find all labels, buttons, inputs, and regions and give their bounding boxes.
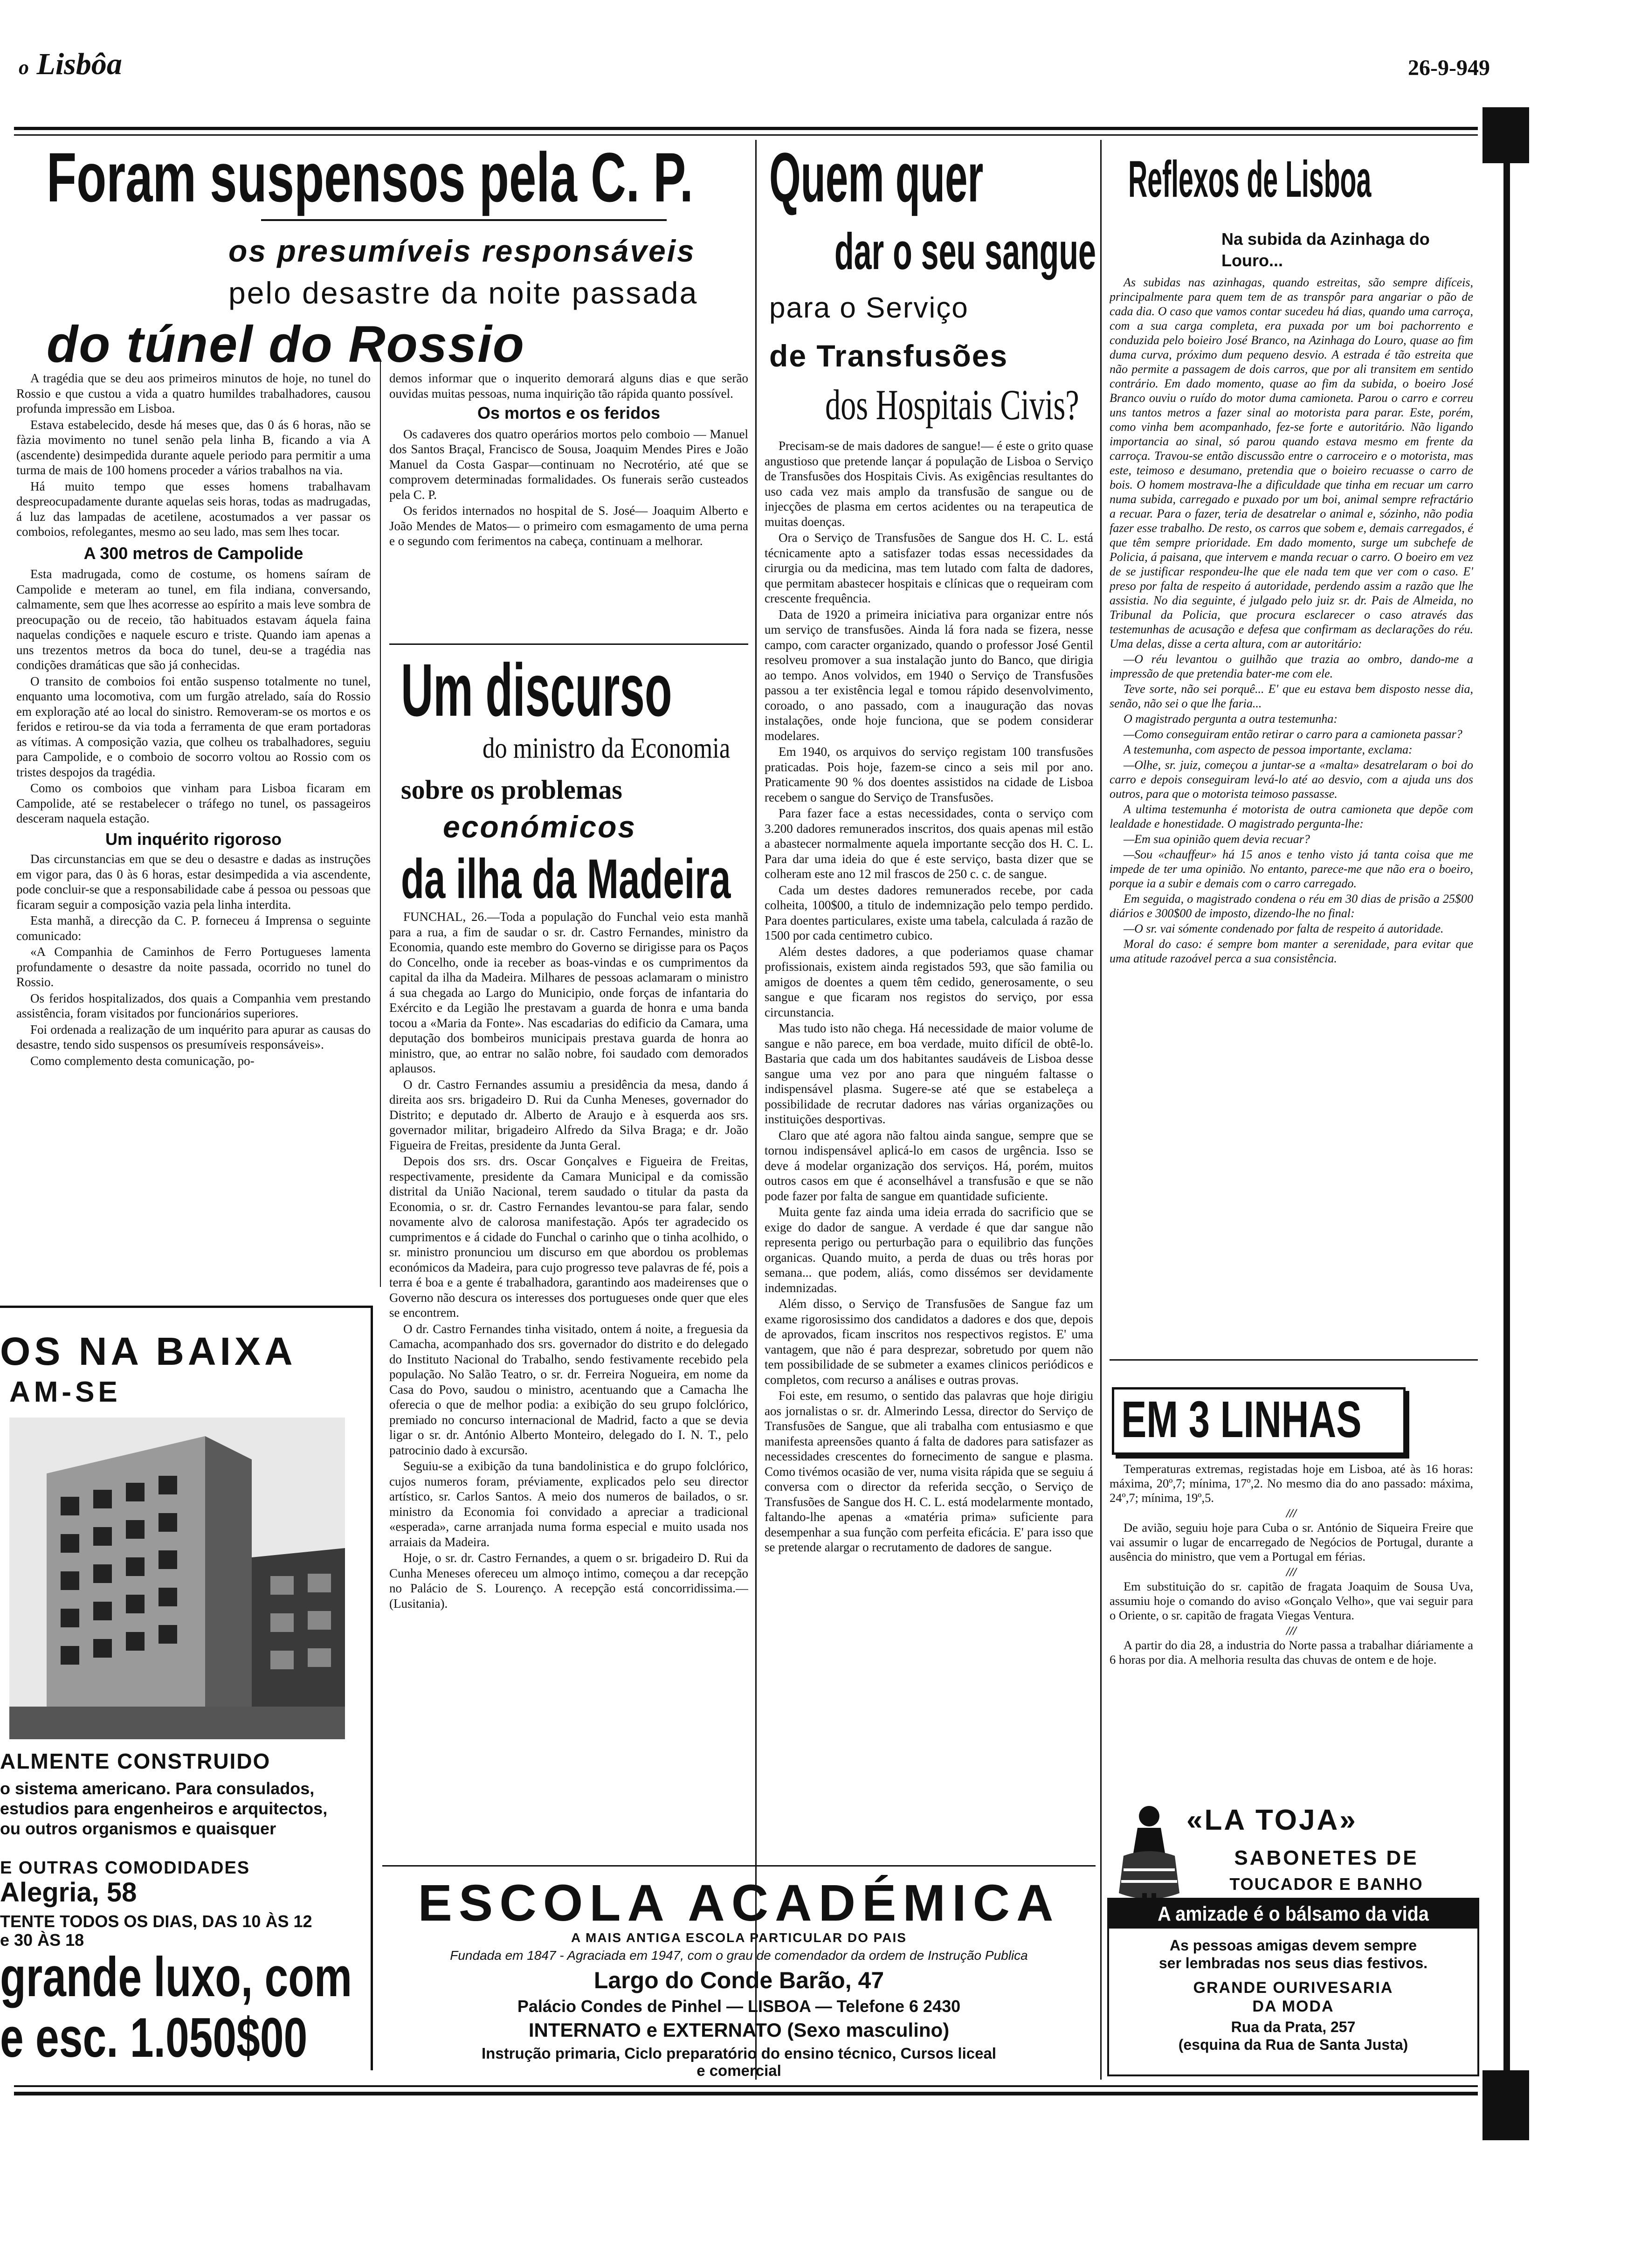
baixa-line-3: ALMENTE CONSTRUIDO (0, 1749, 271, 1773)
blood-headline-5: dos Hospitais Civis? (825, 381, 1079, 429)
baixa-line-10: e 30 ÀS 18 (0, 1930, 84, 1950)
paragraph: —O réu levantou o guilhão que trazia ao ombro, dando-me a impressão de que pretendia bater-me com ele. (1110, 652, 1473, 680)
escola-line-2: Fundada em 1847 - Agraciada em 1947, com o grau de comendador da ordem de Instrução Publica (450, 1948, 1028, 1963)
baixa-line-1: OS NA BAIXA (0, 1329, 296, 1373)
header-rule-bottom (14, 134, 1478, 136)
escola-top-rule (382, 1865, 1096, 1867)
tres-linhas-heading: EM 3 LINHAS (1121, 1391, 1362, 1448)
escola-ad (382, 1865, 1096, 2080)
item-separator: /// (1286, 1565, 1297, 1579)
paragraph: Esta manhã, a direcção da C. P. forneceu á Imprensa o seguinte comunicado: (16, 913, 371, 943)
escola-line-1: A MAIS ANTIGA ESCOLA PARTICULAR DO PAIS (571, 1930, 907, 1945)
madeira-headline-1: Um discurso (401, 648, 672, 732)
paragraph: —Como conseguiram então retirar o carro para a camioneta passar? (1124, 727, 1462, 741)
item-separator: /// (1286, 1624, 1297, 1638)
tunnel-headline-4: do túnel do Rossio (47, 316, 525, 373)
paragraph: Cada um destes dadores remunerados recebe, por cada colheita, 100$00, a titulo de indemnização pelo tempo perdido. Para doentes particulares, existe uma tabela, calculada á razão de 1500 por cada centimetro cubico. (765, 883, 1093, 942)
footer-rule-bottom (14, 2092, 1478, 2095)
paragraph: Para fazer face a estas necessidades, conta o serviço com 3.200 dadores remunerados inscritos, dos quais apenas mil estão a abastecer normalmente aquela importante secção dos H. C. L. Para dar uma ideia do que é este serviço, basta dizer que se colheram este ano 12 mil frascos de 250 c. c. de sangue. (765, 806, 1093, 881)
baixa-ad-right-border (371, 1306, 373, 2070)
paragraph: Teve sorte, não sei porquê... E' que eu estava bem disposto nesse dia, senão, não sei o que lhe faria... (1110, 682, 1473, 710)
madeira-headline-3: sobre os problemas (401, 774, 622, 805)
paragraph: O dr. Castro Fernandes tinha visitado, ontem á noite, a freguesia da Camacha, acompanhado dos srs. governador do distrito e do delegado do Instituto Nacional do Trabalho, sendo festivamente recebido pela população. No Salão Teatro, o sr. dr. Ferreira Nogueira, em nome da Casa do Povo, saudou o ministro, acentuando que a Camacha lhe oferecia o que de melhor podia: a exibição do seu grupo folclórico, premiado no concurso internacional de Madrid, facto a que se devia ligar o sr. dr. António Alberto Monteiro, delegado do I. N. T., pelo patrocinio dado à excursão. (389, 1321, 748, 1457)
header-rule-top (14, 127, 1478, 130)
paragraph: Os feridos internados no hospital de S. José— Joaquim Alberto e João Mendes de Matos— o primeiro com esmagamento de uma perna e o segundo com ferimentos na cabeça, continuam a melhorar. (389, 504, 748, 548)
news-item: A partir do dia 28, a industria do Norte passa a trabalhar diáriamente a 6 horas por dia. A melhoria resulta das chuvas de ontem e de hoje. (1110, 1638, 1473, 1666)
item-separator: /// (1286, 1506, 1297, 1520)
paragraph: Como os comboios que vinham para Lisboa ficaram em Campolide, até se restabelecer o tráfego no tunel, os passageiros desceram naquela estação. (16, 781, 371, 825)
paragraph: A testemunha, com aspecto de pessoa importante, exclama: (1124, 743, 1413, 756)
tunnel-subhead-campolide: A 300 metros de Campolide (83, 543, 303, 563)
masthead (19, 47, 122, 82)
paragraph: Como complemento desta comunicação, po- (30, 1053, 255, 1068)
paragraph: «A Companhia de Caminhos de Ferro Portugueses lamenta profundamente o desastre da noite passada, ocorrido no tunel do Rossio. (16, 945, 371, 989)
paragraph: Claro que até agora não faltou ainda sangue, sempre que se tornou indispensável aplicá-lo em casos de urgência. Isso se deve á modelar organização dos serviços. Há, porém, muitos outros casos em que é aconselhável a transfusão e que se não pode fazer por falta de sangue em quantidade suficiente. (765, 1128, 1093, 1203)
ourivesaria-line-6: (esquina da Rua de Santa Justa) (1178, 2036, 1408, 2053)
ourivesaria-line-1: As pessoas amigas devem sempre (1169, 1937, 1417, 1954)
madeira-headline-2: do ministro da Economia (483, 733, 731, 764)
la-toja-line-2: TOUCADOR E BANHO (1229, 1874, 1423, 1894)
baixa-line-7: E OUTRAS COMODIDADES (0, 1858, 250, 1878)
dancer-illustration (1114, 1800, 1184, 1907)
escola-line-6: Instrução primaria, Ciclo preparatório do ensino técnico, Cursos liceal (482, 2045, 996, 2062)
blood-headline-2: dar o seu sangue (834, 223, 1096, 280)
paragraph: Há muito tempo que esses homens trabalhavam despreocupadamente durante aquelas seis horas, todas as madrugadas, á luz das lampadas de acetilene, acostumados a ver passar os comboios, refolegantes, mesmo ao seu lado, mas sem lhes tocar. (16, 479, 371, 539)
paragraph: Das circunstancias em que se deu o desastre e dadas as instruções em vigor para, das 0 às 6 horas, estar desimpedida a via ascendente, pode concluir-se que a responsabilidade cabe á pessoa ou pessoas que ficaram seguir a composição vazia pela linha interdita. (16, 852, 371, 912)
paragraph: Além destes dadores, a que poderiamos quase chamar profissionais, existem ainda registados 593, que são familia ou amigos de doentes a quem têm cedido, generosamente, o seu sangue e que ficaram nos registos do serviço, por essa circunstancia. (765, 944, 1093, 1019)
paragraph: Data de 1920 a primeira iniciativa para organizar entre nós um serviço de transfusões. Ainda lá fora nada se fizera, nesse campo, com caracter organizado, quando o professor José Gentil resolveu promover a sua instalação junto do Banco, que dirigia ao tempo. Anos volvidos, em 1940 o Serviço de Transfusões passou a ter existência legal e tomou rápido desenvolvimento, coroado, o ano passado, com a inauguração das novas instalações, onde hoje funciona, que se podem considerar modelares. (765, 607, 1093, 743)
blood-headline-4: de Transfusões (769, 339, 1008, 373)
column-rule-2 (1100, 140, 1102, 2080)
paragraph: O magistrado pergunta a outra testemunha: (1124, 712, 1338, 726)
baixa-line-2: AM-SE (9, 1376, 121, 1408)
building-photo (9, 1418, 345, 1739)
tunnel-col1-block-2 (16, 567, 371, 826)
ourivesaria-line-2: ser lembradas nos seus dias festivos. (1158, 1955, 1428, 1971)
escola-line-5: INTERNATO e EXTERNATO (Sexo masculino) (528, 2019, 950, 2041)
paragraph: Estava estabelecido, desde há meses que, das 0 ás 6 horas, não se fàzia movimento no tunel senão pela linha B, ficando a via A (ascendente) desimpedida durante aquele periodo para permitir a uma turma de mais de 100 homens proceder a vários trabalhos na via. (16, 417, 371, 477)
ourivesaria-line-3: GRANDE OURIVESARIA (1193, 1979, 1393, 1997)
news-item: De avião, seguiu hoje para Cuba o sr. António de Siqueira Freire que vai assumir o lugar de encarregado de Negócios de Portugal, durante a ausência do ministro, que vem a Portugal em férias. (1110, 1521, 1473, 1563)
baixa-line-8: Alegria, 58 (0, 1877, 137, 1908)
paragraph: Ora o Serviço de Transfusões de Sangue dos H. C. L. está técnicamente apto a satisfazer todas essas necessidades da cirurgia ou da medicina, mas tem lutado com falta de dadores, que permitam abastecer hospitais e clínicas que o requeiram com crescente frequência. (765, 531, 1093, 605)
la-toja-title: «LA TOJA» (1186, 1804, 1358, 1836)
masthead-prefix: o (19, 56, 29, 79)
paragraph: Depois dos srs. drs. Oscar Gonçalves e Figueira de Freitas, respectivamente, presidente da Camara Municipal e da comissão distrital da União Nacional, terem saudado o titular da pasta da Economia, o sr. dr. Castro Fernandes levantou-se para falar, sendo novamente alvo de calorosa manifestação. Após ter agradecido os cumprimentos e á cidade do Funchal o carinho que o tinha acolhido, o sr. ministro pronunciou um discurso em que abordou os problemas económicos da Madeira, para cujo progresso teve palavras de fé, pois a terra é boa e a gente é trabalhadora, garantindo aos madeirenses que o Governo não descura os interesses dos portugueses onde quer que eles se encontrem. (389, 1154, 748, 1320)
paragraph: Hoje, o sr. dr. Castro Fernandes, a quem o sr. brigadeiro D. Rui da Cunha Meneses ofereceu um almoço intimo, começou a dar recepção no Palácio de S. Lourenço. A recepção está concorridissima.—(Lusitania). (389, 1551, 748, 1611)
paragraph: As subidas nas azinhagas, quando estreitas, são sempre difíceis, principalmente para quem tem de as transpôr para angariar o pão de cada dia. O caso que vamos contar sucedeu há dias, quando uma carroça, com a sua carga completa, era puxada por um boi pachorrento e conduzida pelo boieiro José Branco, na Azinhaga do Louro, quase ao fim duma curva, próximo dum pequeno desvio. A estrada é tão estreita que não permite a passagem de dois carros, que por ali transitem em sentido contrário. Em dado momento, quase ao fim da subida, o boeiro José Branco ouviu o ruído do motor duma camioneta. Parou o carro e correu uns tantos metros a fazer sinal ao motorista para parar. Este, porém, como vinha bem acompanhado, fez-se forte e autoritário. Não ligando importancia ao sinal, só parou quando estava mesmo em frente da carroça. Travou-se então discussão entre o carroceiro e o motorista, mas este, teimoso e desumano, pretendia que o boieiro recuasse o carro de bois. O homem mostrava-lhe a dificuldade que tinha em recuar um carro numa subida, carregado e puxado por um boi, animal sempre refractário a recuar. Para o fazer, teria de desatrelar o animal e, sózinho, não podia fazer esse trabalho. De resto, os carros que sobem e, demais carregados, é que têm sempre prioridade. Em dado momento, surge um subchefe de Policia, á paisana, que intervem e manda recuar o carro. O boeiro em vez de se justificar respondeu-lhe que ele nada tem que ver com o caso. E' preso por falta de respeito á autoridade, perdendo assim a razão que lhe assistia. No dia seguinte, é julgado pelo juiz sr. dr. Pais de Almeida, no Tribunal da Policia, que procura esclarecer o caso através das testemunhas de acusação e defesa que confirmam as declarações do réu. Uma delas, disse a certa altura, com ar autoritário: (1110, 276, 1473, 650)
baixa-line-5: estudios para engenheiros e arquitectos, (0, 1799, 328, 1818)
escola-line-7: e comercial (696, 2062, 781, 2079)
news-item: Em substituição do sr. capitão de fragata Joaquim de Sousa Uva, assumiu hoje o comando do aviso «Gonçalo Velho», que vai seguir para o Oriente, o sr. capitão de fragata Viegas Ventura. (1110, 1579, 1473, 1622)
paragraph: Além disso, o Serviço de Transfusões de Sangue faz um exame rigorosissimo dos candidatos a dadores e dos que, depois de aprovados, ficam inscritos nos respectivos registos. E' uma vantagem, que não é para desprezar, sobretudo por quem não tem possibilidade de se submeter a exames clinicos periódicos e completos, com recurso a análises e outras provas. (765, 1297, 1093, 1387)
paragraph: Foi ordenada a realização de um inquérito para apurar as causas do desastre, tendo sido suspensos os presumíveis responsáveis». (16, 1022, 371, 1051)
margin-bar-top (1482, 107, 1529, 163)
tunnel-col1-block-3 (16, 851, 371, 1068)
escola-line-4: Palácio Condes de Pinhel — LISBOA — Telefone 6 2430 (517, 1997, 961, 2016)
paragraph: Seguiu-se a exibição da tuna bandolinistica e do grupo folclórico, cujos numeros foram, préviamente, explicados pelo seu director artístico, sr. Carlos Santos. A meio dos numeros de bailados, o sr. ministro da Economia foi convidado a apreciar a tradicional «esperada», carne arranjada numa forma especial e muito usada nos arraiais da Madeira. (389, 1459, 748, 1549)
tunnel-headline-3: pelo desastre da noite passada (228, 276, 698, 310)
tunnel-subhead-mortos: Os mortos e os feridos (477, 403, 661, 422)
footer-rule-top (14, 2085, 1478, 2087)
reflexos-body (1110, 275, 1473, 1348)
paragraph: Precisam-se de mais dadores de sangue!— é este o grito quase angustioso que pretende lançar á população de Lisboa o Serviço de Transfusões dos Hospitais Civis. As exigências resultantes do uso cada vez mais amplo da transfusão de sangue ou de injecções de plasma em certos acidentes ou na terapeutica de muitas doenças. (765, 439, 1093, 529)
baixa-line-12: e esc. 1.050$00 (0, 2006, 308, 2069)
ourivesaria-line-4: DA MODA (1252, 1998, 1334, 2015)
tunnel-headline-rule (261, 219, 667, 221)
tunnel-headline-2: os presumíveis responsáveis (228, 234, 696, 268)
paragraph: Os cadaveres dos quatro operários mortos pelo comboio — Manuel dos Santos Braçal, Francisco de Sousa, Joaquim Mendes Pires e João Manuel da Costa Gaspar—continuam no Necrotério, até que se comprovem determinadas formalidades. Os funerais serão custeados pela C. P. (389, 427, 748, 502)
paragraph: demos informar que o inquerito demorará alguns dias e que serão ouvidas muitas pessoas, numa inquirição tão rápida quanto possível. (389, 371, 748, 401)
madeira-headline-5: da ilha da Madeira (401, 848, 731, 910)
tres-linhas-body (1110, 1462, 1473, 1784)
paragraph: O transito de comboios foi então suspenso totalmente no tunel, enquanto uma locomotiva, com um furgão atrelado, saía do Rossio em exploração até ao local do sinistro. Removeram-se os mortos e os feridos e retirou-se da via toda a ferramenta de que eram portadoras as vítimas. A composição vazia, que colheu os trabalhadores, seguiu para Campolide, e o comboio de socorro voltou ao Rossio com os tristes despojos da tragédia. (16, 674, 371, 779)
reflexos-subheading: Na subida da Azinhaga do Louro... (1221, 229, 1430, 270)
blood-headline-1: Quem quer (769, 138, 984, 216)
blood-body (765, 438, 1093, 1851)
column-rule-3 (380, 359, 381, 1287)
baixa-line-6: ou outros organismos e quaisquer (0, 1819, 276, 1838)
paragraph: Em 1940, os arquivos do serviço registam 100 transfusões praticadas. Pois hoje, fazem-se cinco a seis mil por ano. Praticamente 90 % dos doentes assistidos na cidade de Lisboa recebem o sangue do Serviço de Transfusões. (765, 745, 1093, 804)
tunnel-headline-1: Foram suspensos pela C. P. (47, 138, 693, 216)
madeira-top-rule (389, 643, 748, 645)
paragraph: Muita gente faz ainda uma ideia errada do sacrificio que se exige do dador de sangue. A verdade é que dar sangue não representa perigo ou perturbação para o equilibrio das funções organicas. Quando muito, a perda de duas ou três horas por semana... que podem, aliás, como dissémos ser devidamente indemnizadas. (765, 1205, 1093, 1295)
paragraph: —O sr. vai sómente condenado por falta de respeito á autoridade. (1124, 922, 1444, 935)
paragraph: O dr. Castro Fernandes assumiu a presidência da mesa, dando á direita aos srs. brigadeiro D. Rui da Cunha Meneses, governador do Distrito; e deputado dr. Alberto de Araujo e à esquerda aos srs. governador militar, brigadeiro Alfredo da Silva Braga; e dr. João Figueira de Freitas, presidente da Junta Geral. (389, 1077, 748, 1152)
paragraph: —Em sua opinião quem devia recuar? (1124, 832, 1310, 846)
baixa-line-9: TENTE TODOS OS DIAS, DAS 10 ÀS 12 (0, 1912, 312, 1931)
paragraph: A ultima testemunha é motorista de outra camioneta que depõe com lealdade e honestidade. O magistrado pergunta-lhe: (1110, 802, 1473, 830)
reflexos-heading: Reflexos de Lisboa (1128, 151, 1372, 208)
column-rule-1 (755, 140, 757, 2080)
paragraph: Moral do caso: é sempre bom manter a serenidade, para evitar que uma atitude razoável perca a sua consistência. (1110, 937, 1473, 965)
margin-rule (1503, 163, 1510, 2070)
baixa-ad (0, 1306, 373, 2080)
madeira-headline-4: económicos (443, 809, 637, 844)
baixa-ad-border (0, 1306, 373, 1308)
la-toja-ad (1114, 1800, 1478, 1912)
paragraph: —Olhe, sr. juiz, começou a juntar-se a «malta» desatrelaram o boi do carro e depois conseguiram levá-lo até ao desvio, com a ajuda uns dos outros, para que o motorista teimoso passasse. (1110, 758, 1473, 801)
paragraph: A tragédia que se deu aos primeiros minutos de hoje, no tunel do Rossio e que custou a vida a quatro humildes trabalhadores, causou profunda impressão em Lisboa. (16, 371, 371, 415)
paragraph: —Sou «chauffeur» há 15 anos e tenho visto já tanta coisa que me impede de ter uma opinião. No entanto, parece-me que não era o boeiro, porque ia a subir e demais com o carro carregado. (1110, 848, 1473, 890)
baixa-line-11: grande luxo, com (0, 1946, 352, 2008)
blood-headline-3: para o Serviço (769, 292, 969, 324)
tunnel-col1-block-1 (16, 371, 371, 539)
page-date: 26-9-949 (1408, 55, 1490, 80)
tunnel-subhead-inquerito: Um inquérito rigoroso (105, 829, 282, 849)
tunnel-column-1 (16, 371, 371, 1285)
tunnel-column-2 (389, 371, 748, 669)
ourivesaria-title: A amizade é o bálsamo da vida (1158, 1902, 1429, 1925)
ourivesaria-line-5: Rua da Prata, 257 (1231, 2019, 1356, 2035)
paragraph: Mas tudo isto não chega. Há necessidade de maior volume de sangue e não parece, em boa verdade, muito difícil de obtê-lo. Bastaria que cada um dos habitantes saudáveis de Lisboa desse sangue uma vez por ano para que ninguém faltasse o indispensável plasma. Sugere-se até que se estabeleça a possibilidade de recrutar dadores nas várias organizações ou instituições desportivas. (765, 1021, 1093, 1126)
paragraph: FUNCHAL, 26.—Toda a população do Funchal veio esta manhã para a rua, a fim de saudar o sr. dr. Castro Fernandes, ministro da Economia, quando este membro do Governo se dirigisse para os Paços do Concelho, onde ia receber as boas-vindas e os cumprimentos da capital da ilha da Madeira. Milhares de pessoas aclamaram o ministro á sua chegada ao Largo do Municipio, onde forças de infantaria do Exército e da Legião lhe prestavam a guarda de honra e uma banda tocou a «Maria da Fonte». Nas escadarias do edificio da Camara, uma deputação dos bombeiros municipais prestava guarda de honra ao ministro, que, ao entrar no salão nobre, foi saudado com demorados aplausos. (389, 910, 748, 1075)
ourivesaria-ad (1107, 1898, 1479, 2076)
baixa-line-4: o sistema americano. Para consulados, (0, 1779, 315, 1798)
la-toja-line-1: SABONETES DE (1234, 1846, 1419, 1869)
madeira-body (389, 909, 748, 1851)
paragraph: Foi este, em resumo, o sentido das palavras que hoje dirigiu aos jornalistas o sr. dr. Almerindo Lessa, director do Serviço de Transfusões de Sangue, que ali trabalha com entusiasmo e que manifesta apreensões quanto á falta de dadores para satisfazer as necessidades crescentes do fornecimento de sangue e plasma. Como tivémos ocasião de ver, numa visita rápida que se seguiu á conversa com o director da referida secção, o Serviço de Transfusões de Sangue dos H. C. L. está modelarmente montado, faltando-lhe apenas a «matéria prima» suficiente para desempenhar a sua função com perfeita eficácia. E' para isso que se pretende alargar o recrutamento de dadores de sangue. (765, 1389, 1093, 1554)
margin-bar-bottom (1482, 2070, 1529, 2140)
escola-line-3: Largo do Conde Barão, 47 (593, 1967, 884, 1993)
masthead-title: Lisbôa (36, 47, 122, 81)
paragraph: Em seguida, o magistrado condena o réu em 30 dias de prisão a 25$00 diários e 300$00 de imposto, dizendo-lhe no final: (1110, 892, 1473, 920)
paragraph: Os feridos hospitalizados, dos quais a Companhia vem prestando assistência, foram visitados por funcionários superiores. (16, 991, 371, 1020)
reflexos-bottom-rule (1110, 1359, 1478, 1361)
news-item: Temperaturas extremas, registadas hoje em Lisboa, até às 16 horas: máxima, 20º,7; mínima, 17º,2. No mesmo dia do ano passado: máxima, 24º,7; mínima, 19º,5. (1110, 1462, 1473, 1505)
paragraph: Esta madrugada, como de costume, os homens saíram de Campolide e meteram ao tunel, em fila indiana, conversando, calmamente, sem que lhes acorresse ao espírito a mais leve sombra de preocupação ou de receio, tão habituados estavam áquela faina naquelas condições e naquele escuro e triste. Quando iam apenas a uns trezentos metros da boca do tunel, deu-se a tragédia nas condições dramáticas que são já conhecidas. (16, 567, 371, 672)
escola-title: ESCOLA ACADÉMICA (418, 1874, 1060, 1932)
